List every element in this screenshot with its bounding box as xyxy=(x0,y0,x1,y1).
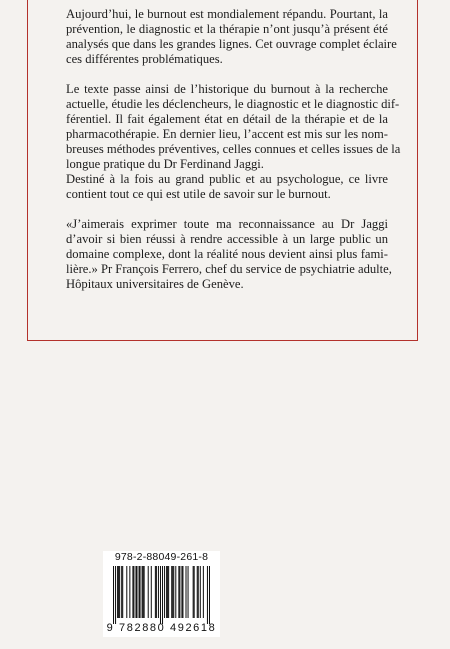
text-line: analysés que dans les grandes lignes. Cet ouvrage complet éclaire xyxy=(66,37,397,51)
ean-left-group: 782880 xyxy=(119,622,166,634)
ean-digits xyxy=(103,622,220,634)
barcode-bar xyxy=(182,566,183,618)
barcode-bar xyxy=(115,566,116,624)
text-line: pharmacothérapie. En dernier lieu, l’accent est mis sur les nom- xyxy=(66,127,388,141)
barcode-bar xyxy=(203,566,204,618)
content-paragraph xyxy=(66,82,401,172)
text-line: d’avoir si bien réussi à rendre accessible à un large public un xyxy=(66,232,388,246)
barcode-bar xyxy=(143,566,144,618)
barcode-bar xyxy=(121,566,122,618)
barcode-bar xyxy=(144,566,145,618)
barcode-bar xyxy=(148,566,149,618)
barcode-bar xyxy=(122,566,123,618)
barcode-bar xyxy=(167,566,168,618)
barcode-bar xyxy=(168,566,169,618)
barcode-bar xyxy=(185,566,186,618)
barcode-bar xyxy=(166,566,167,618)
barcode-bar xyxy=(151,566,152,618)
barcode-bar xyxy=(209,566,210,624)
text-line: Aujourd’hui, le burnout est mondialement répandu. Pourtant, la xyxy=(66,7,388,21)
text-line: domaine complexe, dont la réalité nous devient ainsi plus fami- xyxy=(66,247,388,261)
barcode-bar xyxy=(139,566,140,618)
barcode-bar xyxy=(193,566,194,618)
barcode-bar xyxy=(198,566,199,618)
barcode-bar xyxy=(160,566,161,624)
barcode-bar xyxy=(155,566,156,618)
barcode-bar xyxy=(140,566,141,618)
isbn-number: 978-2-88049-261-8 xyxy=(114,551,209,563)
barcode-bar xyxy=(200,566,201,618)
barcode-bar xyxy=(172,566,173,618)
barcode-bar xyxy=(136,566,137,618)
text-line: prévention, le diagnostic et la thérapie n’ont jusqu’à présent été xyxy=(66,22,388,36)
back-cover-text xyxy=(66,7,401,292)
barcode-bar xyxy=(158,566,159,618)
barcode-bars xyxy=(113,566,210,624)
text-line: ces différentes problématiques. xyxy=(66,52,223,66)
barcode-bar xyxy=(162,566,163,624)
text-line: férentiel. Il fait également état en détail de la thérapie et de la xyxy=(66,112,388,126)
audience-paragraph xyxy=(66,172,388,202)
barcode-bar xyxy=(179,566,180,618)
text-line: longue pratique du Dr Ferdinand Jaggi. xyxy=(66,157,264,171)
barcode-bar xyxy=(126,566,127,618)
barcode-bar xyxy=(164,566,165,618)
barcode-bar xyxy=(197,566,198,618)
barcode-bar xyxy=(178,566,179,618)
barcode-bar xyxy=(118,566,119,618)
text-line: Destiné à la fois au grand public et au psychologue, ce livre xyxy=(66,172,388,186)
barcode-panel xyxy=(103,551,220,637)
barcode-bar xyxy=(132,566,133,618)
barcode-bar xyxy=(188,566,189,618)
ean-right-group: 492618 xyxy=(170,622,217,634)
barcode-bar xyxy=(133,566,134,618)
barcode-bar xyxy=(117,566,118,618)
barcode-bar xyxy=(175,566,176,618)
barcode-bar xyxy=(194,566,195,618)
text-line: «J’aimerais exprimer toute ma reconnaissance au Dr Jaggi xyxy=(66,217,388,231)
ean-first-digit: 9 xyxy=(106,622,115,634)
barcode-bar xyxy=(171,566,172,618)
barcode-bar xyxy=(135,566,136,618)
text-line: contient tout ce qui est utile de savoir sur le burnout. xyxy=(66,187,331,201)
barcode-bar xyxy=(129,566,130,618)
barcode-bar xyxy=(156,566,157,618)
text-line: lière.» Pr François Ferrero, chef du service de psychiatrie adulte, xyxy=(66,262,392,276)
barcode-bar xyxy=(119,566,120,618)
text-line: Le texte passe ainsi de l’historique du burnout à la recherche xyxy=(66,82,388,96)
barcode-bar xyxy=(142,566,143,618)
barcode-bar xyxy=(181,566,182,618)
text-line: actuelle, étudie les déclencheurs, le diagnostic et le diagnostic dif- xyxy=(66,97,400,111)
text-line: Hôpitaux universitaires de Genève. xyxy=(66,277,244,291)
text-line: breuses méthodes préventives, celles connues et celles issues de la xyxy=(66,142,401,156)
barcode-bar xyxy=(173,566,174,618)
intro-paragraph xyxy=(66,7,397,67)
quote-paragraph xyxy=(66,217,392,292)
barcode-bar xyxy=(113,566,114,624)
barcode-bar xyxy=(207,566,208,624)
